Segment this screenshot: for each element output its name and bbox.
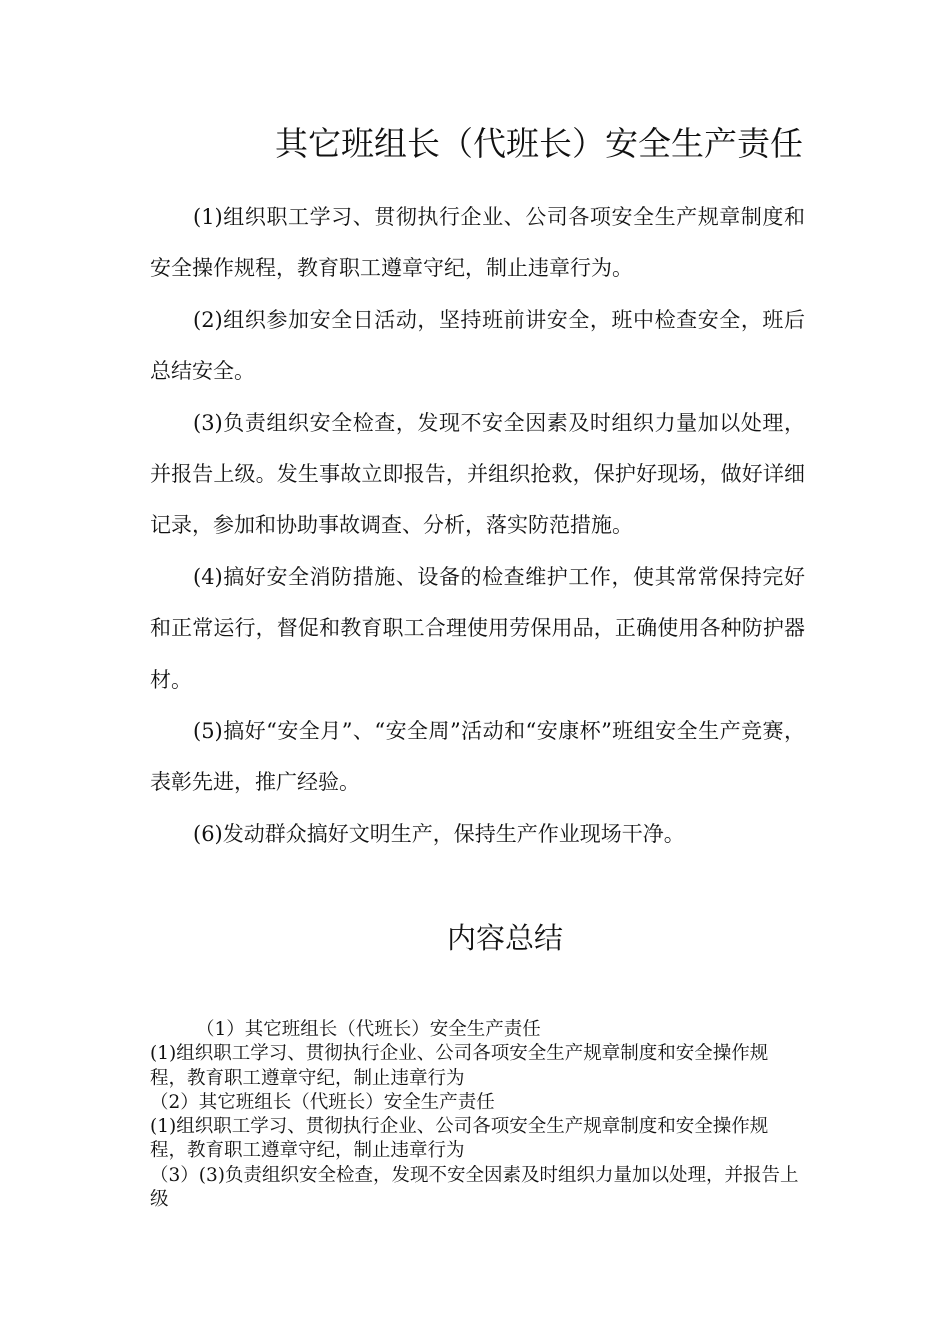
document-body <box>150 192 805 860</box>
summary-line-2: (1)组织职工学习、贯彻执行企业、公司各项安全生产规章制度和安全操作规程，教育职工遵章守纪，制止违章行为 <box>150 1043 769 1089</box>
paragraph-1: (1)组织职工学习、贯彻执行企业、公司各项安全生产规章制度和安全操作规程，教育职工遵章守纪，制止违章行为。 <box>150 205 805 281</box>
summary-line-5: （3）(3)负责组织安全检查，发现不安全因素及时组织力量加以处理，并报告上级 <box>150 1164 799 1211</box>
summary-line-1: （1）其它班组长（代班长）安全生产责任 <box>196 1019 541 1040</box>
summary-title: 内容总结 <box>446 921 563 955</box>
summary-section <box>150 1018 805 1212</box>
paragraph-3: (3)负责组织安全检查，发现不安全因素及时组织力量加以处理，并报告上级。发生事故立即报告，并组织抢救，保护好现场，做好详细记录，参加和协助事故调查、分析，落实防范措施。 <box>150 410 805 538</box>
paragraph-4: (4)搞好安全消防措施、设备的检查维护工作，使其常常保持完好和正常运行，督促和教育职工合理使用劳保用品，正确使用各种防护器材。 <box>150 564 805 692</box>
paragraph-2: (2)组织参加安全日活动，坚持班前讲安全，班中检查安全，班后总结安全。 <box>150 307 805 384</box>
document-title: 其它班组长（代班长）安全生产责任 <box>275 124 803 163</box>
summary-line-3: （2）其它班组长（代班长）安全生产责任 <box>150 1091 495 1113</box>
summary-line-4: (1)组织职工学习、贯彻执行企业、公司各项安全生产规章制度和安全操作规程，教育职工遵章守纪，制止违章行为 <box>150 1116 769 1162</box>
paragraph-6: (6)发动群众搞好文明生产，保持生产作业现场干净。 <box>193 821 685 846</box>
paragraph-5: (5)搞好“安全月”、“安全周”活动和“安康杯”班组安全生产竞赛，表彰先进，推广经验。 <box>150 719 805 795</box>
